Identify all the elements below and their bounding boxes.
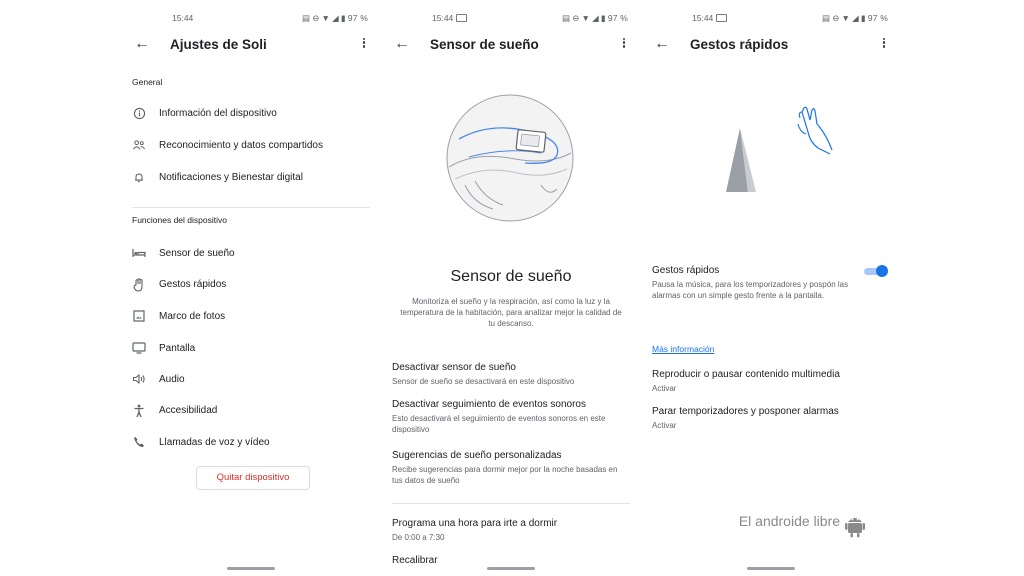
wifi-icon: ▼ bbox=[581, 13, 591, 23]
back-arrow-icon[interactable]: ← bbox=[394, 35, 410, 52]
screenshot-notification-icon bbox=[716, 14, 727, 22]
battery-level: 97 % bbox=[347, 13, 368, 23]
signal-icon: ◢ bbox=[592, 13, 599, 23]
status-time: 15:44 bbox=[692, 13, 727, 23]
item-subtitle: Pausa la música, para los temporizadores y pospón las alarmas con un simple gesto frente a la pantalla. bbox=[652, 280, 849, 300]
item-subtitle: Recibe sugerencias para dormir mejor por la noche basadas en tus datos de sueño bbox=[392, 465, 618, 485]
item-title: Parar temporizadores y posponer alarmas bbox=[652, 406, 839, 417]
settings-item-label: Pantalla bbox=[159, 343, 196, 354]
quick-gestures-screen bbox=[642, 0, 900, 576]
item-title: Gestos rápidos bbox=[652, 265, 720, 276]
page-title: Gestos rápidos bbox=[690, 37, 789, 52]
more-info-link[interactable]: Más información bbox=[652, 344, 715, 354]
hand-icon bbox=[132, 278, 146, 292]
watermark-text: El androide libre bbox=[738, 513, 840, 529]
battery-level: 97 % bbox=[867, 13, 888, 23]
wifi-icon: ▼ bbox=[321, 13, 331, 23]
quick-gestures-illustration bbox=[722, 104, 842, 196]
item-subtitle: Sensor de sueño se desactivará en este dispositivo bbox=[392, 377, 575, 386]
battery-icon: ▮ bbox=[860, 13, 866, 23]
sleep-sensor-heading: Sensor de sueño bbox=[450, 268, 572, 285]
status-icons bbox=[302, 13, 368, 24]
battery-icon: ▮ bbox=[600, 13, 606, 23]
status-icons bbox=[822, 13, 888, 24]
screenshot-notification-icon bbox=[456, 14, 467, 22]
dnd-icon: ⊖ bbox=[832, 13, 840, 23]
functions-section-header: Funciones del dispositivo bbox=[132, 215, 227, 225]
info-icon bbox=[132, 107, 146, 121]
settings-item-label: Información del dispositivo bbox=[159, 108, 277, 119]
dnd-icon: ⊖ bbox=[312, 13, 320, 23]
item-subtitle: De 0:00 a 7:30 bbox=[392, 533, 445, 542]
sleep-sensor-screen bbox=[382, 0, 640, 576]
status-bar bbox=[642, 8, 900, 26]
settings-item-label: Reconocimiento y datos compartidos bbox=[159, 140, 323, 151]
status-bar bbox=[122, 8, 380, 26]
remove-device-button[interactable]: Quitar dispositivo bbox=[196, 466, 310, 490]
item-title: Sugerencias de sueño personalizadas bbox=[392, 450, 562, 461]
app-bar bbox=[382, 28, 640, 64]
soli-settings-screen bbox=[122, 0, 380, 576]
settings-item-quick-gestures[interactable] bbox=[122, 273, 380, 297]
accessibility-icon bbox=[132, 404, 146, 418]
settings-item-device-info[interactable] bbox=[122, 102, 380, 126]
app-bar bbox=[642, 28, 900, 64]
disable-sound-tracking-item[interactable] bbox=[392, 398, 628, 435]
settings-item-photo-frame[interactable] bbox=[122, 305, 380, 329]
status-icons bbox=[562, 13, 628, 24]
more-options-icon[interactable] bbox=[880, 36, 888, 50]
settings-item-accessibility[interactable] bbox=[122, 399, 380, 423]
settings-item-label: Notificaciones y Bienestar digital bbox=[159, 172, 303, 183]
recalibrate-item[interactable] bbox=[392, 554, 628, 567]
sleep-sensor-description: Monitoriza el sueño y la respiración, así como la luz y la temperatura de la habitación, para analizar mejor la calidad de tu descanso. bbox=[400, 297, 622, 328]
status-time: 15:44 bbox=[172, 13, 194, 23]
bell-icon bbox=[132, 171, 146, 185]
personalized-sleep-tips-item[interactable] bbox=[392, 449, 628, 486]
android-robot-icon bbox=[844, 512, 866, 538]
signal-icon: ◢ bbox=[852, 13, 859, 23]
more-options-icon[interactable] bbox=[620, 36, 628, 50]
item-subtitle: Esto desactivará el seguimiento de eventos sonoros en este dispositivo bbox=[392, 414, 606, 434]
media-play-pause-item[interactable] bbox=[652, 368, 888, 394]
people-icon bbox=[132, 139, 146, 153]
signal-icon: ◢ bbox=[332, 13, 339, 23]
vibrate-icon: ▤ bbox=[301, 13, 311, 23]
vibrate-icon: ▤ bbox=[561, 13, 571, 23]
section-divider bbox=[392, 503, 630, 504]
page-title: Sensor de sueño bbox=[430, 37, 539, 52]
status-bar bbox=[382, 8, 640, 26]
app-bar bbox=[122, 28, 380, 64]
settings-item-label: Accesibilidad bbox=[159, 405, 218, 416]
more-options-icon[interactable] bbox=[360, 36, 368, 50]
item-subtitle: Activar bbox=[652, 421, 677, 430]
photo-frame-icon bbox=[132, 310, 146, 324]
settings-item-recognition[interactable] bbox=[122, 134, 380, 158]
quick-gestures-toggle-row[interactable] bbox=[652, 264, 852, 301]
disable-sleep-sensor-item[interactable] bbox=[392, 361, 628, 387]
battery-level: 97 % bbox=[607, 13, 628, 23]
page-title: Ajustes de Soli bbox=[170, 37, 267, 52]
settings-item-label: Sensor de sueño bbox=[159, 248, 235, 259]
monitor-icon bbox=[132, 342, 146, 356]
item-title: Recalibrar bbox=[392, 555, 438, 566]
wifi-icon: ▼ bbox=[841, 13, 851, 23]
item-title: Desactivar seguimiento de eventos sonoros bbox=[392, 399, 586, 410]
quick-gestures-toggle[interactable] bbox=[862, 265, 888, 277]
settings-item-display[interactable] bbox=[122, 337, 380, 361]
section-divider bbox=[132, 207, 370, 208]
settings-item-sleep-sensor[interactable] bbox=[122, 242, 380, 266]
settings-item-calls[interactable] bbox=[122, 431, 380, 455]
timers-alarms-item[interactable] bbox=[652, 405, 888, 431]
speaker-icon bbox=[132, 373, 146, 387]
phone-icon bbox=[132, 436, 146, 450]
settings-item-label: Marco de fotos bbox=[159, 311, 226, 322]
item-title: Programa una hora para irte a dormir bbox=[392, 518, 558, 529]
item-title: Desactivar sensor de sueño bbox=[392, 362, 516, 373]
gesture-nav-handle[interactable] bbox=[227, 567, 275, 570]
settings-item-label: Llamadas de voz y vídeo bbox=[159, 437, 270, 448]
status-time: 15:44 bbox=[432, 13, 467, 23]
settings-item-label: Gestos rápidos bbox=[159, 279, 227, 290]
sleep-sensor-illustration bbox=[445, 93, 575, 223]
bed-icon bbox=[132, 247, 146, 261]
settings-item-label: Audio bbox=[159, 374, 185, 385]
back-arrow-icon[interactable]: ← bbox=[654, 35, 670, 52]
bedtime-schedule-item[interactable] bbox=[392, 517, 628, 543]
vibrate-icon: ▤ bbox=[821, 13, 831, 23]
gesture-nav-handle[interactable] bbox=[747, 567, 795, 570]
back-arrow-icon[interactable]: ← bbox=[134, 35, 150, 52]
toggle-knob bbox=[876, 265, 888, 277]
dnd-icon: ⊖ bbox=[572, 13, 580, 23]
item-subtitle: Activar bbox=[652, 384, 677, 393]
settings-item-notifications[interactable] bbox=[122, 166, 380, 190]
item-title: Reproducir o pausar contenido multimedia bbox=[652, 369, 840, 380]
settings-item-audio[interactable] bbox=[122, 368, 380, 392]
battery-icon: ▮ bbox=[340, 13, 346, 23]
general-section-header: General bbox=[132, 77, 163, 87]
gesture-nav-handle[interactable] bbox=[487, 567, 535, 570]
